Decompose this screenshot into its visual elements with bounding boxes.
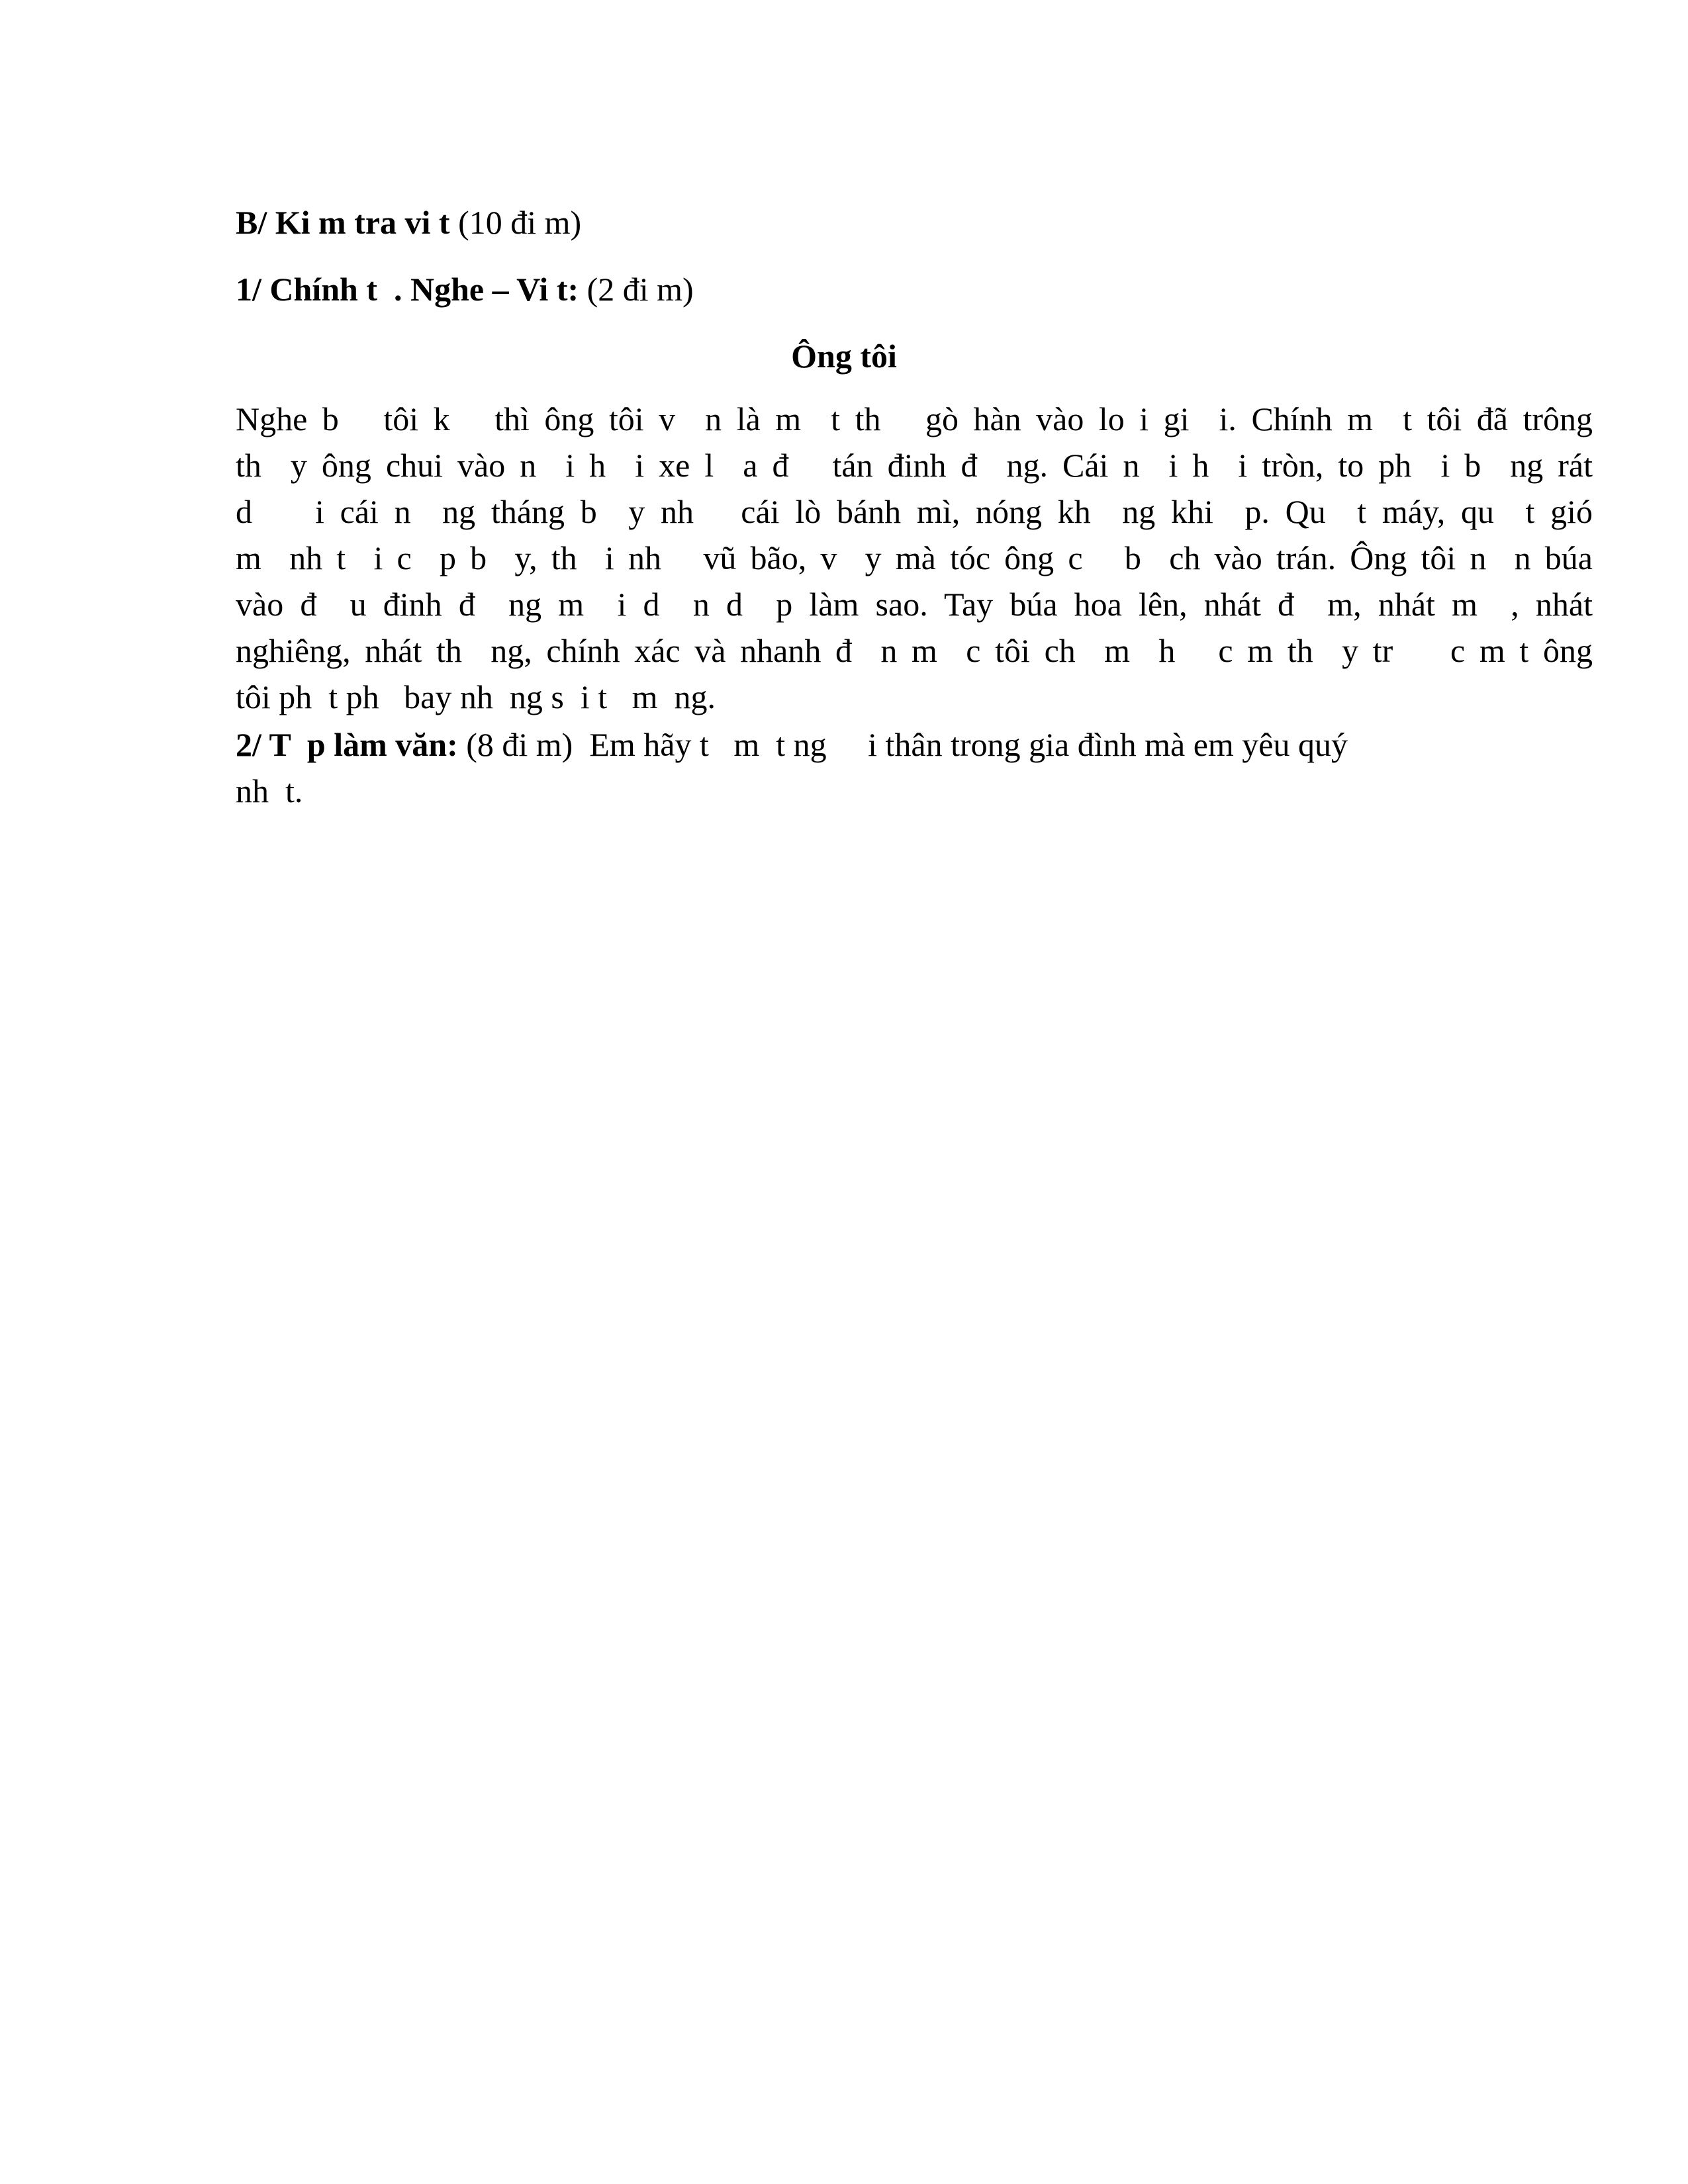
part-2-label: 2/ T p làm văn:: [236, 726, 458, 763]
part-2-prompt: Em hãy t m t ng i thân trong gia đình mà em yêu quý: [573, 726, 1348, 763]
section-b-points: (10 đi m): [449, 204, 582, 241]
part-2-prompt-continued: nh t.: [236, 772, 303, 809]
section-b-heading: [236, 203, 581, 242]
part-1-heading: [236, 269, 694, 309]
part-2-section: [236, 721, 1593, 814]
section-b-label: B/ Ki m tra vi t: [236, 204, 450, 241]
passage-line: vào đ u đinh đ ng m i d n d p làm sao. Tay búa hoa lên, nhát đ m, nhát m , nhát: [236, 586, 1593, 623]
part-1-label: 1/ Chính t . Nghe – Vi t:: [236, 271, 579, 308]
passage-line: m nh t i c p b y, th i nh vũ bão, v y mà tóc ông c b ch vào trán. Ông tôi n n búa: [236, 539, 1593, 576]
passage-line: Nghe b tôi k thì ông tôi v n là m t th gò hàn vào lo i gi i. Chính m t tôi đã trông: [236, 400, 1593, 437]
passage-line: th y ông chui vào n i h i xe l a đ tán đinh đ ng. Cái n i h i tròn, to ph i b ng rát: [236, 447, 1593, 484]
part-1-points: (2 đi m): [579, 271, 694, 308]
part-2-heading: [236, 721, 1593, 768]
passage-line: tôi ph t ph bay nh ng s i t m ng.: [236, 678, 716, 715]
passage-body: [236, 396, 1593, 720]
passage-line: d i cái n ng tháng b y nh cái lò bánh mì, nóng kh ng khi p. Qu t máy, qu t gió: [236, 493, 1593, 530]
part-2-points: (8 đi m): [457, 726, 573, 763]
passage-line: nghiêng, nhát th ng, chính xác và nhanh đ n m c tôi ch m h c m th y tr c m t ông: [236, 632, 1593, 669]
passage-title: Ông tôi: [791, 338, 897, 375]
